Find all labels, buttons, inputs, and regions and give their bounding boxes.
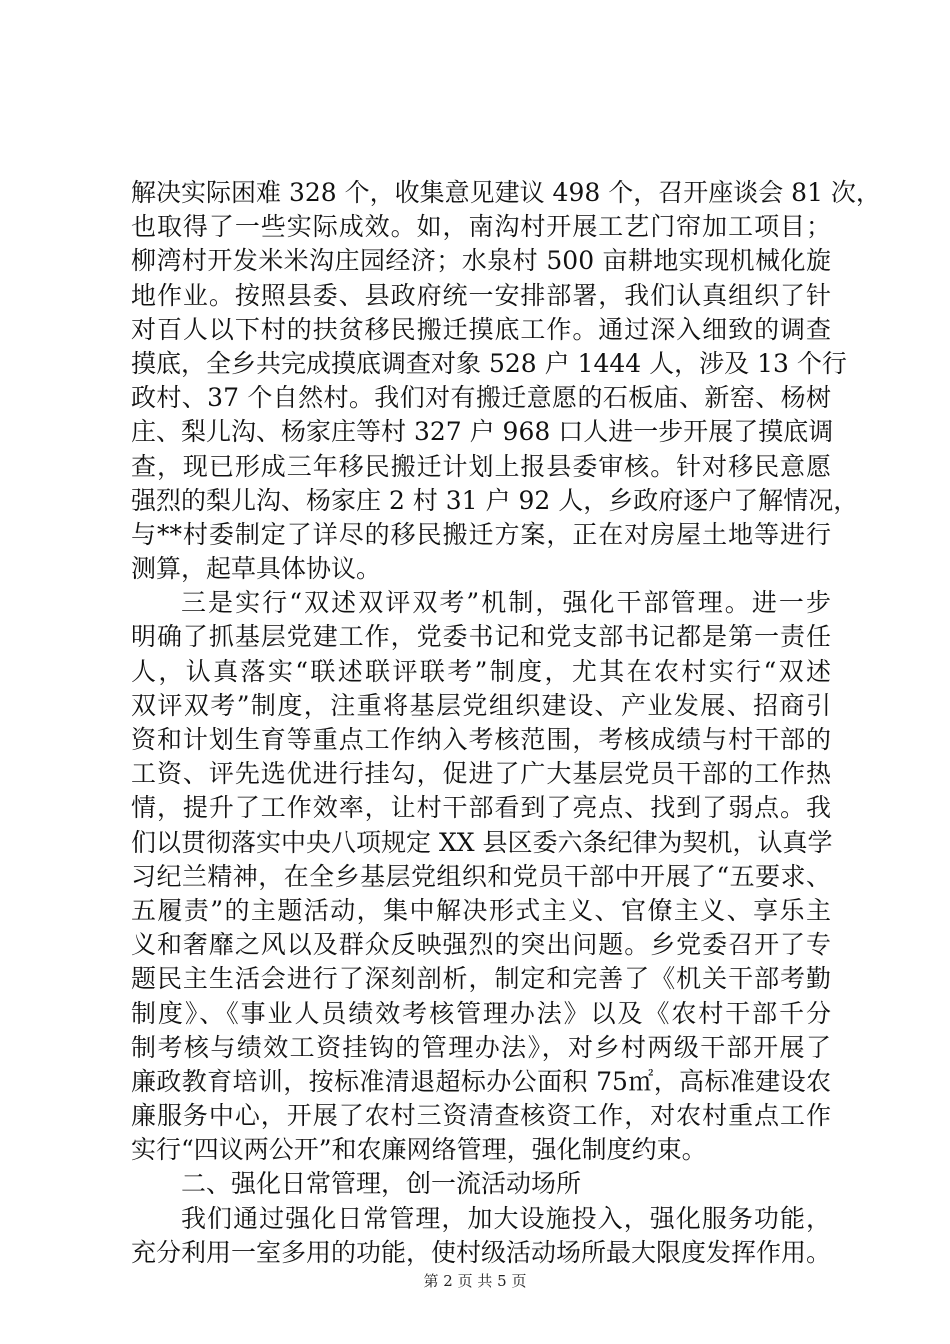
text-line: 对百人以下村的扶贫移民搬迁摸底工作。通过深入细致的调查 (131, 314, 831, 344)
body-text (131, 176, 881, 1270)
text-line: 政村、37 个自然村。我们对有搬迁意愿的石板庙、新窑、杨树 (131, 383, 831, 413)
text-line: 实行“四议两公开”和农廉网络管理，强化制度约束。 (131, 1135, 707, 1165)
text-line: 工资、评先选优进行挂勾，促进了广大基层党员干部的工作热 (131, 759, 831, 789)
text-line: 五履责”的主题活动，集中解决形式主义、官僚主义、享乐主 (131, 895, 831, 925)
text-line: 柳湾村开发米米沟庄园经济；水泉村 500 亩耕地实现机械化旋 (131, 246, 831, 276)
text-line: 充分利用一室多用的功能，使村级活动场所最大限度发挥作用。 (131, 1237, 832, 1267)
text-line: 摸底，全乡共完成摸底调查对象 528 户 1444 人，涉及 13 个行 (131, 348, 847, 378)
text-line: 廉服务中心，开展了农村三资清查核资工作，对农村重点工作 (131, 1101, 831, 1131)
page-indicator: 第 2 页 共 5 页 (423, 1272, 527, 1290)
paragraph-start-line: 三是实行“双述双评双考”机制，强化干部管理。进一步 (181, 588, 831, 618)
text-line: 制考核与绩效工资挂钩的管理办法》，对乡村两级干部开展了 (131, 1032, 831, 1062)
text-line: 制度》、《事业人员绩效考核管理办法》以及《农村干部千分 (131, 998, 831, 1028)
text-line: 双评双考”制度，注重将基层党组织建设、产业发展、招商引 (131, 690, 831, 720)
section-heading: 二、强化日常管理，创一流活动场所 (181, 1169, 582, 1199)
text-line: 廉政教育培训，按标准清退超标办公面积 75㎡，高标准建设农 (131, 1066, 831, 1096)
text-line: 测算，起草具体协议。 (131, 554, 382, 584)
text-line: 资和计划生育等重点工作纳入考核范围，考核成绩与村干部的 (131, 725, 831, 754)
text-line: 解决实际困难 328 个，收集意见建议 498 个，召开座谈会 81 次， (131, 178, 881, 207)
text-line: 查，现已形成三年移民搬迁计划上报县委审核。针对移民意愿 (131, 451, 831, 481)
text-line: 题民主生活会进行了深刻剖析，制定和完善了《机关干部考勤 (131, 964, 831, 994)
text-line: 与**村委制定了详尽的移民搬迁方案，正在对房屋土地等进行 (131, 519, 831, 549)
text-line: 强烈的梨儿沟、杨家庄 2 村 31 户 92 人，乡政府逐户了解情况， (131, 485, 859, 515)
text-line: 明确了抓基层党建工作，党委书记和党支部书记都是第一责任 (131, 622, 831, 652)
text-line: 庄、梨儿沟、杨家庄等村 327 户 968 口人进一步开展了摸底调 (131, 417, 834, 447)
text-line: 也取得了一些实际成效。如，南沟村开展工艺门帘加工项目； (131, 212, 831, 242)
text-line: 情，提升了工作效率，让村干部看到了亮点、找到了弱点。我 (131, 793, 831, 823)
page-footer (0, 1270, 950, 1291)
paragraph-start-line: 我们通过强化日常管理，加大设施投入，强化服务功能， (181, 1203, 831, 1233)
text-line: 习纪兰精神，在全乡基层党组织和党员干部中开展了“五要求、 (131, 861, 831, 891)
text-line: 地作业。按照县委、县政府统一安排部署，我们认真组织了针 (131, 280, 831, 310)
text-line: 们以贯彻落实中央八项规定 XX 县区委六条纪律为契机，认真学 (131, 827, 833, 857)
text-line: 人，认真落实“联述联评联考”制度，尤其在农村实行“双述 (131, 656, 831, 686)
text-line: 义和奢靡之风以及群众反映强烈的突出问题。乡党委召开了专 (131, 930, 831, 960)
